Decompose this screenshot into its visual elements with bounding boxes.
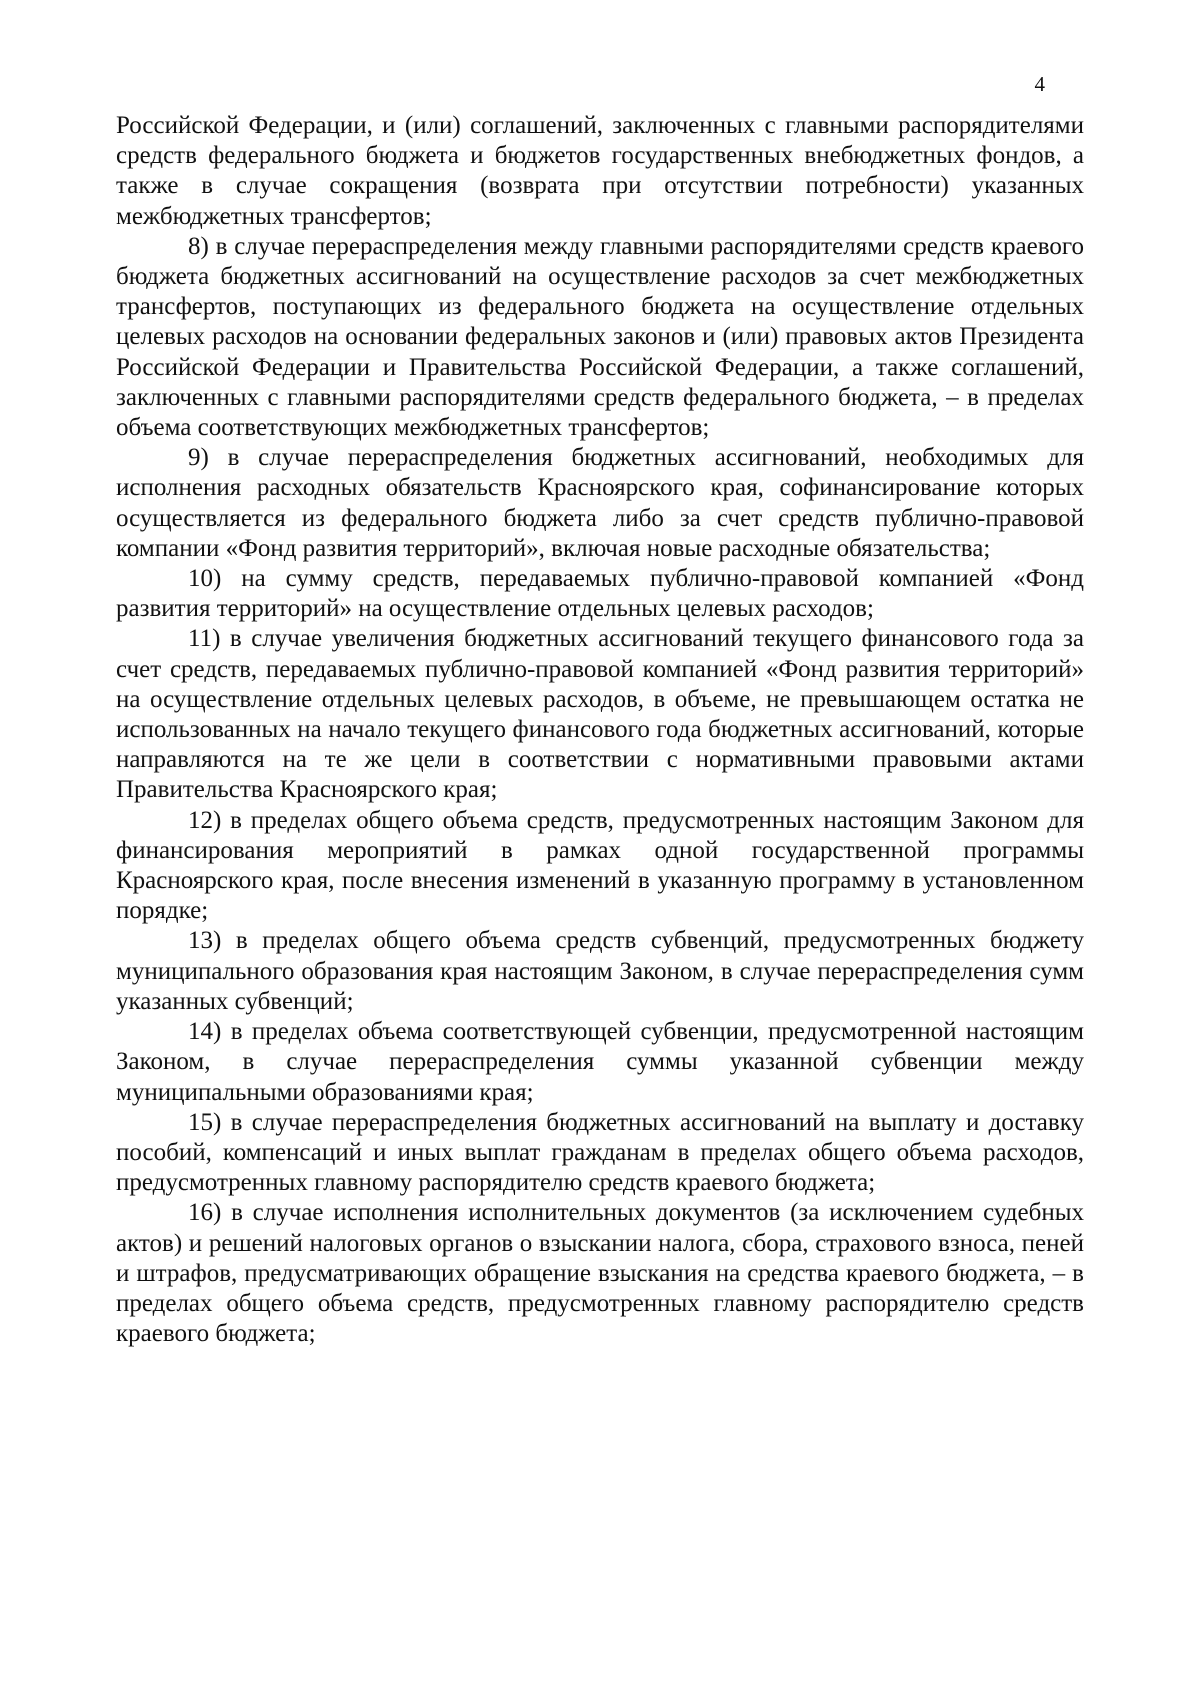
paragraph-continuation: Российской Федерации, и (или) соглашений, заключенных с главными распорядителями средств федерального бюджета и бюджетов государственных внебюджетных фондов, а также в случае сокращения (возврата при отсутствии потребности) указанных межбюджетных трансфертов;: [116, 112, 1084, 230]
list-item-14: 14) в пределах объема соответствующей субвенции, предусмотренной настоящим Законом, в случае перераспределения суммы указанной субвенции между муниципальными образованиями края;: [116, 1018, 1084, 1106]
document-body: [116, 111, 1084, 1349]
list-item-11: 11) в случае увеличения бюджетных ассигнований текущего финансового года за счет средств, передаваемых публично-правовой компанией «Фонд развития территорий» на осуществление отдельных целевых расходов, в объеме, не превышающем остатка не использованных на начало текущего финансового года бюджетных ассигнований, которые направляются на те же цели в соответствии с нормативными правовыми актами Правительства Красноярского края;: [116, 625, 1084, 804]
list-item-10: 10) на сумму средств, передаваемых публично-правовой компанией «Фонд развития территорий» на осуществление отдельных целевых расходов;: [116, 565, 1084, 623]
list-item-13: 13) в пределах общего объема средств субвенций, предусмотренных бюджету муниципального образования края настоящим Законом, в случае перераспределения сумм указанных субвенций;: [116, 927, 1084, 1015]
list-item-16: 16) в случае исполнения исполнительных документов (за исключением судебных актов) и решений налоговых органов о взыскании налога, сбора, страхового взноса, пеней и штрафов, предусматривающих обращение взыскания на средства краевого бюджета, – в пределах общего объема средств, предусмотренных главному распорядителю средств краевого бюджета;: [116, 1199, 1084, 1348]
list-item-8: 8) в случае перераспределения между главными распорядителями средств краевого бюджета бюджетных ассигнований на осуществление расходов за счет межбюджетных трансфертов, поступающих из федерального бюджета на осуществление отдельных целевых расходов на основании федеральных законов и (или) правовых актов Президента Российской Федерации и Правительства Российской Федерации, а также соглашений, заключенных с главными распорядителями средств федерального бюджета, – в пределах объема соответствующих межбюджетных трансфертов;: [116, 232, 1084, 442]
list-item-9: 9) в случае перераспределения бюджетных ассигнований, необходимых для исполнения расходных обязательств Красноярского края, софинансирование которых осуществляется из федерального бюджета либо за счет средств публично-правовой компании «Фонд развития территорий», включая новые расходные обязательства;: [116, 444, 1084, 562]
list-item-15: 15) в случае перераспределения бюджетных ассигнований на выплату и доставку пособий, компенсаций и иных выплат гражданам в пределах общего объема расходов, предусмотренных главному распорядителю средств краевого бюджета;: [116, 1108, 1084, 1197]
list-item-12: 12) в пределах общего объема средств, предусмотренных настоящим Законом для финансирования мероприятий в рамках одной государственной программы Красноярского края, после внесения изменений в указанную программу в установленном порядке;: [116, 806, 1084, 925]
page-number: 4: [1034, 72, 1045, 96]
